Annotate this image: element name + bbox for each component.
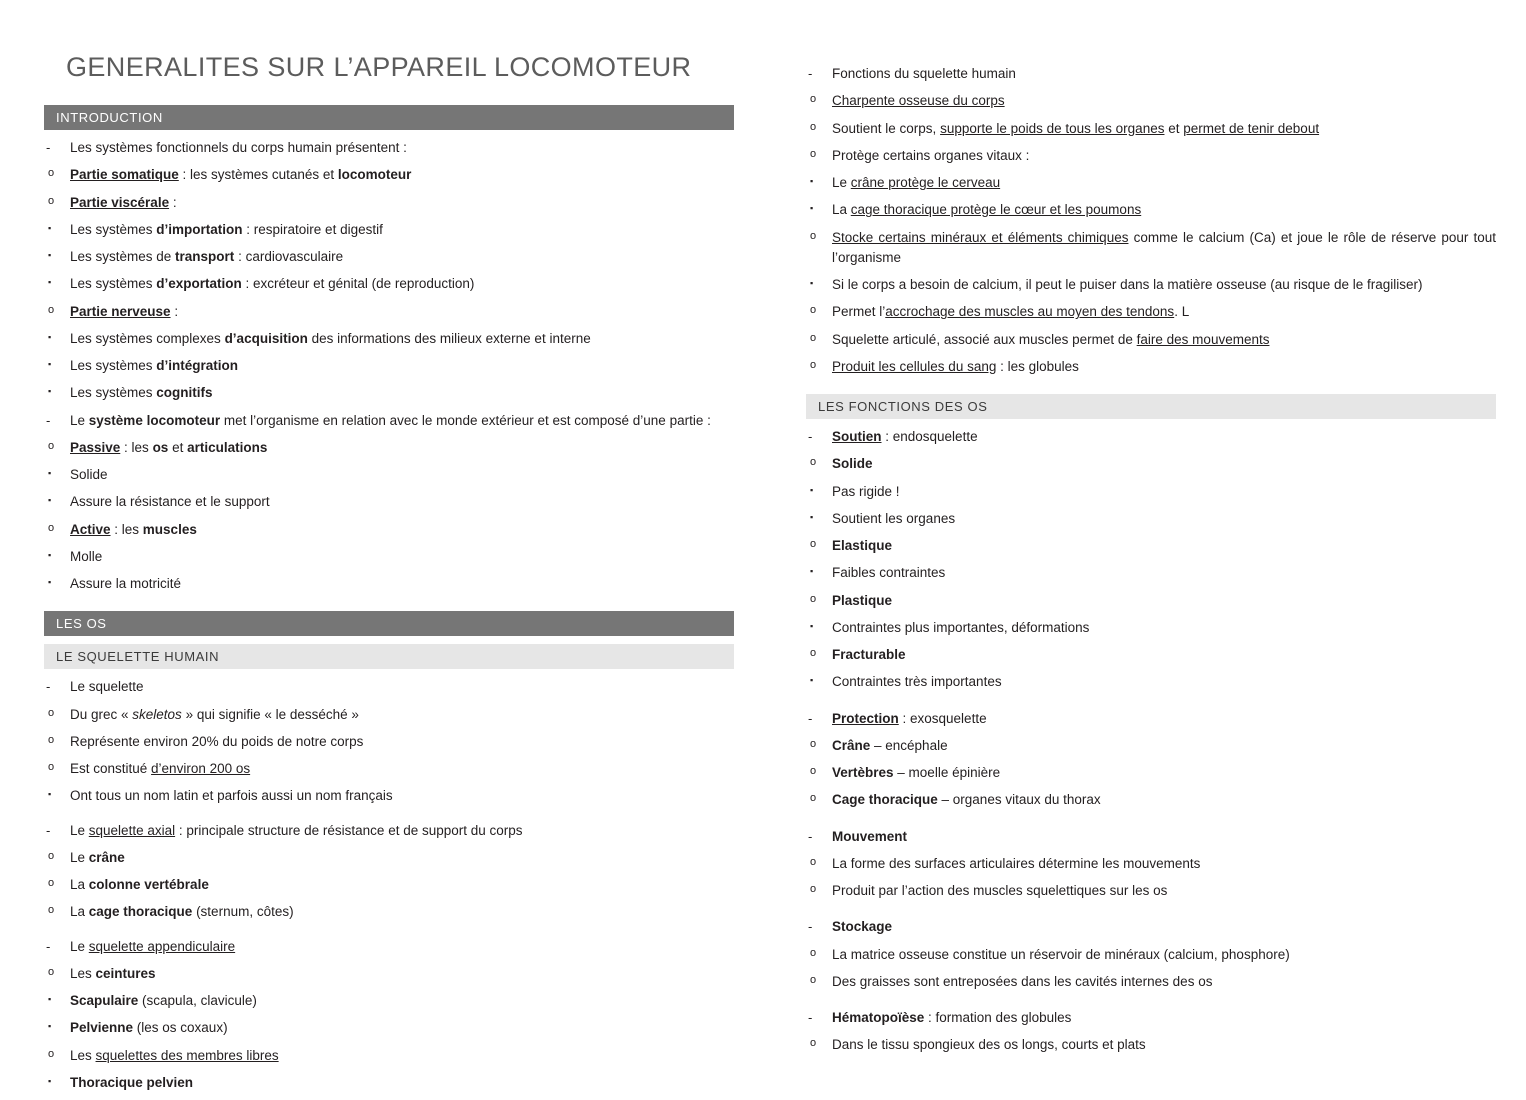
list-item: [44, 964, 734, 984]
list-item-text: Faibles contraintes: [832, 565, 946, 581]
square-marker: ▪: [48, 577, 52, 587]
list-item-text: Fonctions du squelette humain: [832, 66, 1016, 81]
circle-marker: o: [810, 592, 817, 605]
list-item-underline: faire des mouvements: [1136, 331, 1270, 347]
square-marker: ▪: [810, 176, 814, 186]
circle-marker: o: [48, 965, 55, 978]
square-marker: ▪: [48, 277, 52, 288]
list-item: [806, 645, 1496, 665]
list-item-emphasis: cognitifs: [156, 385, 213, 401]
list-item: [806, 330, 1496, 350]
list-item-emphasis: muscles: [142, 521, 197, 537]
list-item: [44, 1046, 734, 1066]
list-item: [44, 138, 734, 158]
list-item-text-2: : excréteur et génital (de reproduction): [241, 276, 475, 292]
list-item-emphasis: Elastique: [832, 538, 893, 553]
list-item: [44, 705, 734, 725]
list-item-text: Soutient le corps,: [832, 120, 941, 136]
list-item-text: Si le corps a besoin de calcium, il peut le puiser dans la matière osseuse (au risque de le fragiliser): [832, 277, 1423, 292]
list-item: [806, 509, 1496, 529]
list-item-underline: d’environ 200 os: [151, 761, 251, 776]
square-marker: ▪: [48, 359, 52, 369]
list-item-underline: accrochage des muscles au moyen des tendons: [885, 304, 1175, 320]
square-marker: ▪: [48, 789, 52, 800]
fonctions-os-list: [806, 427, 1496, 1056]
list-item-text: Les: [70, 1047, 96, 1063]
list-item-emphasis: Fracturable: [832, 647, 906, 662]
square-marker: ▪: [810, 620, 814, 631]
list-item-text-2: met l’organisme en relation avec le monde extérieur et est composé d’une partie :: [220, 412, 711, 428]
circle-marker: o: [48, 904, 55, 917]
circle-marker: o: [810, 883, 817, 895]
list-item: [44, 193, 734, 213]
list-item-label: Passive: [70, 439, 121, 455]
list-item: [806, 427, 1496, 447]
square-marker: ▪: [48, 549, 52, 560]
circle-marker: o: [810, 358, 817, 371]
right-column: [806, 38, 1496, 1100]
list-item-text: – moelle épinière: [893, 765, 1001, 780]
list-item-emphasis: d’acquisition: [224, 330, 308, 346]
list-item: [44, 165, 734, 185]
list-item-text-2: » qui signifie « le desséché »: [181, 706, 359, 722]
list-item-text: – organes vitaux du thorax: [937, 792, 1101, 808]
list-item: [44, 677, 734, 697]
list-item-emphasis: os: [152, 439, 169, 455]
list-item-text: Les systèmes: [70, 385, 157, 401]
list-item: [44, 492, 734, 512]
list-item-text: : les: [110, 521, 143, 537]
circle-marker: o: [810, 304, 817, 317]
list-item: [44, 937, 734, 957]
circle-marker: o: [810, 1037, 817, 1050]
list-item-emphasis: Stockage: [832, 919, 893, 935]
list-item: [44, 786, 734, 806]
list-item: [806, 302, 1496, 322]
list-item-text: Représente environ 20% du poids de notre corps: [70, 733, 364, 749]
list-item-emphasis: Crâne: [832, 737, 871, 753]
square-marker: ▪: [810, 675, 814, 686]
list-item: [806, 482, 1496, 502]
list-item-text-2: (sternum, côtes): [192, 904, 294, 920]
list-item: [806, 536, 1496, 556]
list-item: [806, 357, 1496, 377]
section-band-introduction: INTRODUCTION: [44, 105, 734, 130]
left-column: [44, 38, 734, 1100]
circle-marker: o: [810, 229, 817, 242]
list-item-label: Soutien: [832, 429, 882, 444]
list-item-text: :: [170, 303, 179, 319]
circle-marker: o: [810, 647, 817, 659]
list-item: [44, 220, 734, 240]
list-item-text: Molle: [70, 548, 103, 564]
list-item-text: Du grec «: [70, 706, 133, 722]
list-item-text: Le: [70, 822, 89, 838]
dash-marker: -: [46, 938, 51, 954]
square-marker: ▪: [48, 468, 52, 478]
list-item-text: comme le calcium (Ca) et joue le rôle de réserve pour tout l’organisme: [832, 229, 1496, 265]
list-item-underline-2: permet de tenir debout: [1183, 120, 1320, 136]
list-item: [806, 1035, 1496, 1055]
list-item: [806, 64, 1496, 84]
list-item: [806, 672, 1496, 692]
circle-marker: o: [48, 303, 55, 316]
list-item-text-2: et: [168, 439, 188, 455]
list-item-text: :: [169, 194, 177, 210]
list-item-underline: Stocke certains minéraux et éléments chimiques: [832, 229, 1129, 245]
list-item-text: Produit par l’action des muscles squelettiques sur les os: [832, 883, 1168, 898]
list-item-emphasis: Hématopoïèse: [832, 1010, 925, 1025]
list-item-text: La: [70, 904, 89, 920]
circle-marker: o: [48, 706, 55, 719]
list-item-emphasis: ceintures: [95, 965, 156, 981]
circle-marker: o: [48, 1047, 55, 1060]
list-item-emphasis: Cage thoracique: [832, 792, 938, 808]
list-item-text: Le: [832, 175, 851, 190]
list-item-label: Partie nerveuse: [70, 303, 171, 319]
list-item: [806, 228, 1496, 269]
list-item-underline: crâne protège le cerveau: [850, 175, 1001, 190]
list-item-label: Partie viscérale: [70, 194, 170, 210]
list-item: [44, 520, 734, 540]
list-item-text: La matrice osseuse constitue un réservoir de minéraux (calcium, phosphore): [832, 946, 1290, 962]
list-item-emphasis: Pelvienne: [70, 1020, 134, 1036]
dash-marker: -: [46, 140, 51, 155]
circle-marker: o: [48, 733, 55, 746]
list-item-emphasis: d’importation: [156, 221, 243, 237]
list-item: [44, 356, 734, 376]
list-item-text: Est constitué: [70, 761, 152, 776]
list-item: [44, 411, 734, 431]
list-item: [806, 91, 1496, 111]
list-item: [806, 854, 1496, 874]
list-item: [44, 465, 734, 485]
list-item-emphasis-2: articulations: [187, 439, 268, 455]
list-item-text: Les systèmes: [70, 221, 157, 237]
list-item-text: : les: [120, 439, 153, 455]
dash-marker: -: [808, 919, 813, 935]
page-title: GENERALITES SUR L’APPAREIL LOCOMOTEUR: [66, 52, 692, 82]
square-marker: ▪: [48, 331, 52, 342]
list-item: [44, 274, 734, 294]
list-item: [44, 759, 734, 779]
list-item: [44, 574, 734, 594]
list-item-emphasis: Thoracique pelvien: [70, 1074, 194, 1090]
list-item-text: Les systèmes: [70, 276, 157, 292]
list-item-text: Protège certains organes vitaux :: [832, 147, 1030, 163]
list-item-emphasis: Scapulaire: [70, 993, 139, 1008]
circle-marker: o: [48, 849, 55, 862]
dash-marker: -: [46, 822, 51, 838]
circle-marker: o: [810, 456, 817, 469]
list-item: [44, 329, 734, 349]
circle-marker: o: [810, 120, 817, 133]
square-marker: ▪: [810, 566, 814, 577]
square-marker: ▪: [48, 994, 52, 1004]
list-item-underline: supporte le poids de tous les organes: [940, 120, 1165, 136]
list-item-text-2: des informations des milieux externe et interne: [307, 330, 591, 346]
circle-marker: o: [810, 737, 817, 750]
list-item: [806, 200, 1496, 220]
list-item: [44, 438, 734, 458]
square-marker: ▪: [48, 1075, 52, 1086]
list-item: [44, 383, 734, 403]
list-item-text: Permet l’: [832, 304, 886, 320]
list-item: [44, 247, 734, 267]
circle-marker: o: [48, 439, 55, 452]
list-item-emphasis: locomoteur: [337, 167, 412, 183]
circle-marker: o: [810, 147, 817, 160]
list-item-text-2: : respiratoire et digestif: [242, 221, 383, 237]
list-item-text-2: : cardiovasculaire: [234, 249, 344, 264]
list-item-text: Ont tous un nom latin et parfois aussi un nom français: [70, 788, 393, 804]
list-item-text: Les systèmes complexes: [70, 330, 225, 346]
list-item-emphasis: crâne: [88, 849, 125, 865]
list-item-underline: squelettes des membres libres: [95, 1047, 279, 1063]
list-item-text: : les systèmes cutanés et: [178, 167, 338, 183]
list-item-text: : les globules: [996, 358, 1079, 374]
list-item-text: Dans le tissu spongieux des os longs, courts et plats: [832, 1037, 1146, 1053]
list-item-label: Active: [70, 521, 111, 537]
list-item-emphasis: Plastique: [832, 592, 893, 608]
list-item-text: : exosquelette: [898, 710, 987, 726]
list-item: [806, 736, 1496, 756]
list-item-text: Assure la résistance et le support: [70, 494, 270, 510]
list-item-text-2: et: [1164, 120, 1184, 136]
list-item: [806, 827, 1496, 847]
list-item: [806, 709, 1496, 729]
list-item: [806, 591, 1496, 611]
list-item: [44, 547, 734, 567]
list-item-text: Pas rigide !: [832, 483, 900, 499]
list-item: [806, 454, 1496, 474]
circle-marker: o: [810, 765, 817, 777]
list-item-emphasis: d’exportation: [156, 276, 242, 292]
circle-marker: o: [48, 761, 55, 773]
circle-marker: o: [810, 93, 817, 106]
square-marker: ▪: [48, 222, 52, 233]
list-item-text: Contraintes très importantes: [832, 674, 1002, 690]
list-item-text: Le squelette: [70, 679, 144, 695]
list-item-text: Les: [70, 965, 96, 981]
square-marker: ▪: [48, 250, 52, 260]
list-item-emphasis: transport: [175, 249, 235, 264]
square-marker: ▪: [48, 386, 52, 397]
circle-marker: o: [810, 792, 817, 805]
list-item-underline: Produit les cellules du sang: [832, 358, 997, 374]
list-item: [44, 302, 734, 322]
list-item-text: La forme des surfaces articulaires détermine les mouvements: [832, 855, 1201, 871]
list-item-text: Des graisses sont entreposées dans les cavités internes des os: [832, 973, 1213, 989]
list-item: [44, 902, 734, 922]
list-item: [44, 821, 734, 841]
list-item-text: (scapula, clavicule): [138, 993, 257, 1008]
section-band-les-os: LES OS: [44, 611, 734, 636]
dash-marker: -: [808, 828, 813, 844]
square-marker: ▪: [48, 1021, 52, 1032]
list-item: [806, 618, 1496, 638]
list-item-text: Le: [70, 849, 89, 865]
list-item-emphasis: d’intégration: [156, 358, 239, 373]
list-item-text: Squelette articulé, associé aux muscles permet de: [832, 331, 1137, 347]
list-item: [806, 790, 1496, 810]
section-band-le-squelette-humain: LE SQUELETTE HUMAIN: [44, 644, 734, 669]
list-item: [806, 881, 1496, 901]
list-item-text: – encéphale: [870, 737, 948, 753]
list-item: [806, 119, 1496, 139]
list-item-emphasis: colonne vertébrale: [88, 877, 209, 892]
circle-marker: o: [810, 973, 817, 986]
list-item-text: La: [832, 202, 851, 218]
list-item: [44, 1073, 734, 1093]
square-marker: ▪: [48, 495, 52, 506]
list-item: [44, 875, 734, 895]
list-item-label: Partie somatique: [70, 167, 179, 183]
dash-marker: -: [46, 679, 51, 695]
list-item-underline: cage thoracique protège le cœur et les poumons: [850, 202, 1142, 218]
section-band-les-fonctions-des-os: LES FONCTIONS DES OS: [806, 394, 1496, 419]
introduction-list: [44, 138, 734, 594]
list-item: [806, 945, 1496, 965]
dash-marker: -: [808, 1010, 813, 1025]
list-item-underline: squelette axial: [88, 822, 176, 838]
square-marker: ▪: [810, 484, 814, 495]
list-item-text: Soutient les organes: [832, 510, 956, 526]
list-item-underline: squelette appendiculaire: [88, 938, 236, 954]
list-item-text: La: [70, 877, 89, 892]
list-item-text: Les systèmes: [70, 358, 157, 373]
circle-marker: o: [48, 877, 55, 889]
list-item-text: Les systèmes fonctionnels du corps humain présentent :: [70, 140, 407, 155]
list-item-text: Le: [70, 938, 89, 954]
list-item-text: Contraintes plus importantes, déformations: [832, 619, 1090, 635]
list-item-text-2: : principale structure de résistance et de support du corps: [175, 822, 523, 838]
list-item: [44, 1018, 734, 1038]
list-item-emphasis: cage thoracique: [88, 904, 193, 920]
dash-marker: -: [808, 66, 813, 81]
fonctions-squelette-list: [806, 64, 1496, 377]
list-item: [806, 275, 1496, 295]
dash-marker: -: [46, 412, 51, 428]
list-item-text: Assure la motricité: [70, 576, 182, 591]
list-item: [806, 173, 1496, 193]
list-item-text: (les os coxaux): [133, 1020, 228, 1036]
list-item: [44, 732, 734, 752]
list-item-emphasis: Mouvement: [832, 828, 908, 844]
list-item-text: Les systèmes de: [70, 249, 176, 264]
list-item-emphasis: Solide: [832, 456, 873, 472]
circle-marker: o: [810, 855, 817, 868]
list-item-label: Protection: [832, 710, 899, 726]
circle-marker: o: [48, 521, 55, 534]
dash-marker: -: [808, 710, 813, 726]
circle-marker: o: [810, 331, 817, 344]
list-item: [806, 563, 1496, 583]
dash-marker: -: [808, 429, 813, 444]
list-item: [44, 848, 734, 868]
circle-marker: o: [810, 946, 817, 959]
list-item: [806, 917, 1496, 937]
list-item-text: : endosquelette: [881, 429, 978, 444]
list-item-underline: Charpente osseuse du corps: [832, 93, 1005, 109]
list-item-italic: skeletos: [132, 706, 182, 722]
circle-marker: o: [48, 167, 55, 180]
list-item-text: : formation des globules: [924, 1010, 1072, 1025]
circle-marker: o: [810, 538, 817, 550]
list-item: [806, 1008, 1496, 1028]
list-item-emphasis: système locomoteur: [88, 412, 221, 428]
list-item: [806, 763, 1496, 783]
list-item-text-2: . L: [1174, 304, 1190, 320]
square-marker: ▪: [810, 511, 814, 522]
list-item-text: Le: [70, 412, 89, 428]
list-item: [44, 991, 734, 1011]
square-marker: ▪: [810, 203, 814, 214]
list-item: [806, 146, 1496, 166]
list-item-text: Solide: [70, 467, 108, 482]
square-marker: ▪: [810, 278, 814, 288]
list-item: [806, 972, 1496, 992]
squelette-humain-list: [44, 677, 734, 1093]
list-item-emphasis: Vertèbres: [832, 765, 894, 780]
circle-marker: o: [48, 194, 55, 207]
